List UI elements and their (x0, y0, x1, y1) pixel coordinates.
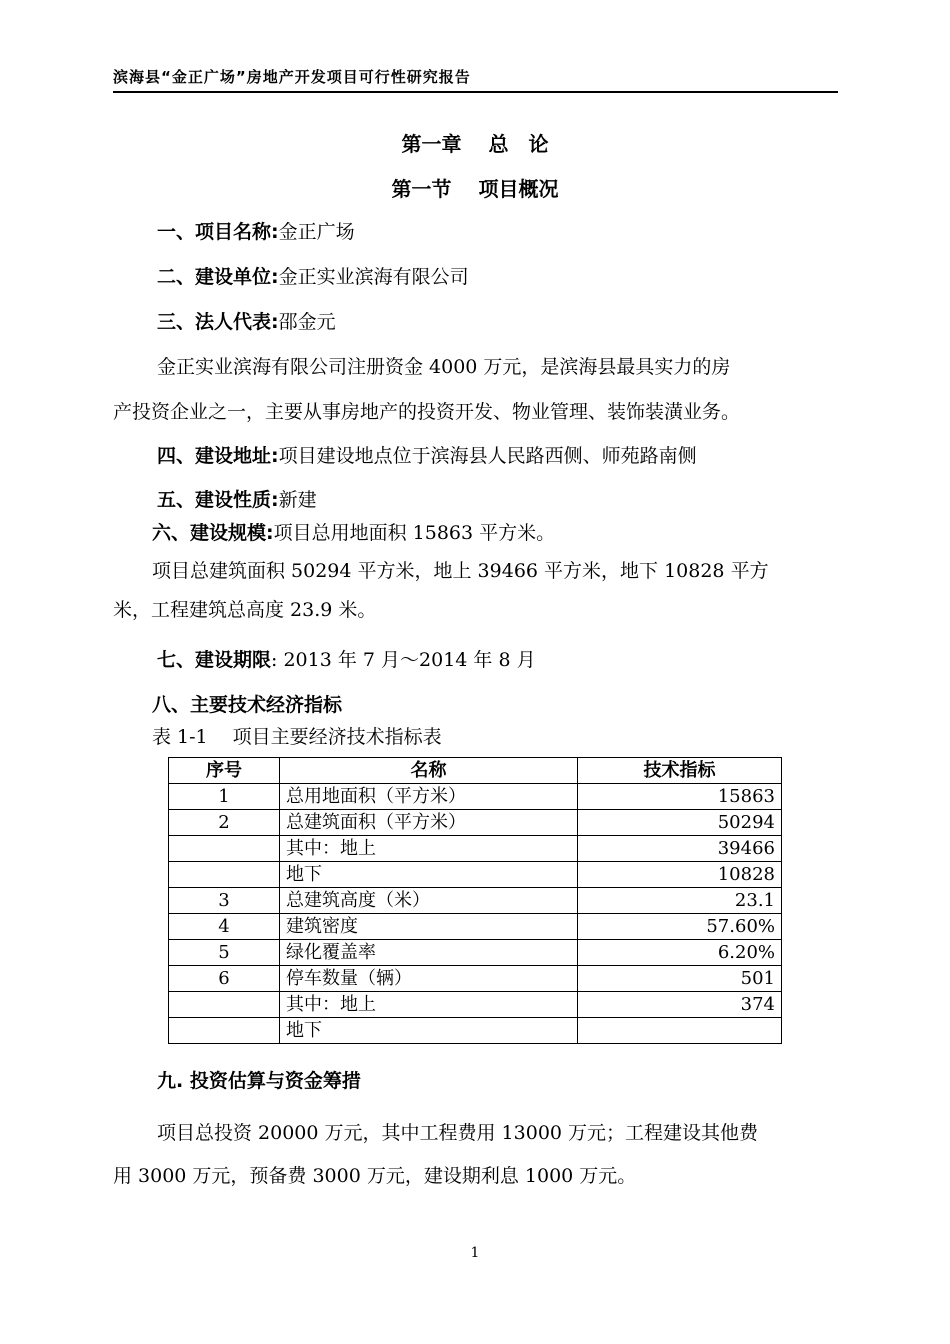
row-name: 停车数量（辆） (280, 966, 578, 992)
invest-paragraph-line1: 项目总投资 20000 万元，其中工程费用 13000 万元；工程建设其他费 (157, 1122, 759, 1144)
table-header-row (169, 758, 782, 784)
row-no: 1 (169, 784, 280, 810)
table-row (169, 888, 782, 914)
row-name: 地下 (280, 862, 578, 888)
header-no: 序号 (169, 758, 280, 784)
row-no (169, 862, 280, 888)
item-address (157, 441, 697, 468)
invest-paragraph-line2: 用 3000 万元，预备费 3000 万元，建设期利息 1000 万元。 (113, 1165, 637, 1187)
item-legal-rep (157, 307, 336, 334)
row-name: 总建筑面积（平方米） (280, 810, 578, 836)
item-value: 项目总用地面积 15863 平方米。 (273, 522, 556, 544)
table-row (169, 940, 782, 966)
row-value: 23.1 (578, 888, 782, 914)
item-value: : 2013 年 7 月～2014 年 8 月 (271, 649, 536, 671)
row-no: 5 (169, 940, 280, 966)
row-no (169, 992, 280, 1018)
indicator-table (168, 757, 782, 1044)
item-label: 一、项目名称: (157, 221, 279, 243)
row-no: 4 (169, 914, 280, 940)
item8-heading: 八、主要技术经济指标 (152, 694, 343, 716)
row-value: 39466 (578, 836, 782, 862)
header-name: 名称 (280, 758, 578, 784)
table-row (169, 810, 782, 836)
row-name: 总用地面积（平方米） (280, 784, 578, 810)
item-value: 邵金元 (278, 311, 336, 333)
item-label: 七、建设期限 (157, 649, 272, 671)
table-row (169, 862, 782, 888)
table-row (169, 784, 782, 810)
row-name: 建筑密度 (280, 914, 578, 940)
table-row (169, 914, 782, 940)
page-number: 1 (470, 1245, 480, 1261)
row-value: 15863 (578, 784, 782, 810)
scale-paragraph-line1: 项目总建筑面积 50294 平方米，地上 39466 平方米，地下 10828 平方 (152, 560, 769, 582)
item-builder (157, 262, 469, 289)
page-header-title: 滨海县“金正广场”房地产开发项目可行性研究报告 (113, 68, 471, 86)
row-value: 501 (578, 966, 782, 992)
row-no (169, 1018, 280, 1044)
table-row (169, 992, 782, 1018)
table-row (169, 1018, 782, 1044)
row-value: 50294 (578, 810, 782, 836)
row-name: 总建筑高度（米） (280, 888, 578, 914)
table-caption: 表 1-1 项目主要经济技术指标表 (152, 726, 442, 748)
row-value: 6.20% (578, 940, 782, 966)
row-no (169, 836, 280, 862)
company-paragraph-line2: 产投资企业之一，主要从事房地产的投资开发、物业管理、装饰装潢业务。 (113, 401, 741, 423)
table-row (169, 836, 782, 862)
item-scale (152, 518, 555, 545)
row-name: 其中：地上 (280, 836, 578, 862)
item-label: 四、建设地址: (157, 445, 279, 467)
row-value (578, 1018, 782, 1044)
item-period (157, 645, 536, 672)
header-value: 技术指标 (578, 758, 782, 784)
table-row (169, 966, 782, 992)
item-value: 金正广场 (278, 221, 355, 243)
company-paragraph-line1: 金正实业滨海有限公司注册资金 4000 万元，是滨海县最具实力的房 (157, 356, 731, 378)
row-value: 57.60% (578, 914, 782, 940)
section-title: 第一节 项目概况 (391, 177, 559, 201)
row-name: 其中：地上 (280, 992, 578, 1018)
row-no: 6 (169, 966, 280, 992)
row-value: 374 (578, 992, 782, 1018)
row-no: 2 (169, 810, 280, 836)
item-label: 二、建设单位: (157, 266, 279, 288)
item-value: 金正实业滨海有限公司 (278, 266, 469, 288)
row-no: 3 (169, 888, 280, 914)
item-label: 五、建设性质: (157, 489, 279, 511)
scale-paragraph-line2: 米，工程建筑总高度 23.9 米。 (113, 599, 377, 621)
item-value: 新建 (278, 489, 317, 511)
chapter-title: 第一章 总 论 (401, 132, 549, 156)
item-project-name (157, 217, 355, 244)
item-nature (157, 485, 317, 512)
item-value: 项目建设地点位于滨海县人民路西侧、师苑路南侧 (278, 445, 697, 467)
row-name: 绿化覆盖率 (280, 940, 578, 966)
row-name: 地下 (280, 1018, 578, 1044)
item-label: 三、法人代表: (157, 311, 279, 333)
row-value: 10828 (578, 862, 782, 888)
page-header-rule (113, 91, 838, 93)
item9-heading: 九. 投资估算与资金筹措 (157, 1070, 361, 1092)
item-label: 六、建设规模: (152, 522, 274, 544)
